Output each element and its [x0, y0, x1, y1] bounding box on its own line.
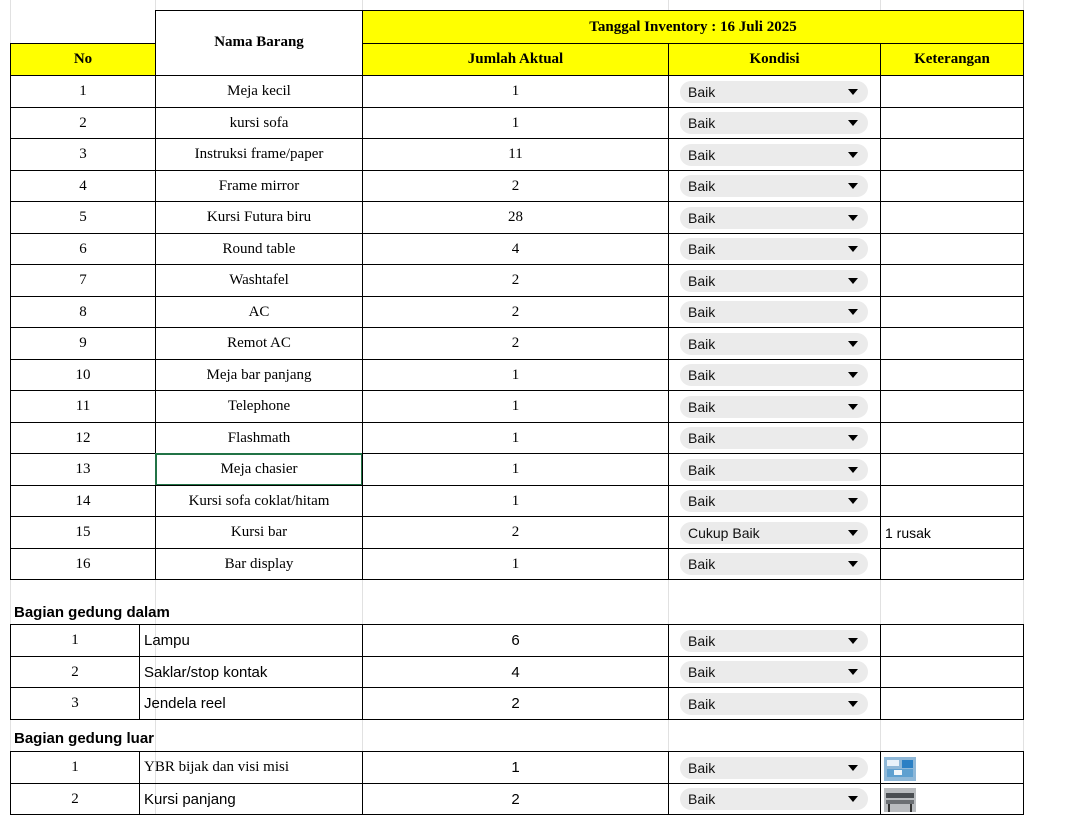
row-no[interactable]: 16 [10, 548, 156, 580]
row-nama-barang[interactable]: Kursi Futura biru [155, 201, 363, 234]
row-jumlah-aktual[interactable]: 1 [362, 75, 669, 108]
row-no[interactable]: 13 [10, 453, 156, 486]
row-jumlah-aktual[interactable]: 6 [362, 624, 669, 657]
row-jumlah-aktual[interactable]: 2 [362, 516, 669, 549]
dropdown-arrow-icon[interactable] [848, 246, 858, 252]
row-no[interactable]: 15 [10, 516, 156, 549]
row-no[interactable]: 1 [10, 751, 140, 784]
row-keterangan[interactable] [880, 296, 1024, 328]
row-jumlah-aktual[interactable]: 2 [362, 264, 669, 297]
kondisi-value: Baik [688, 304, 716, 320]
kondisi-value: Baik [688, 367, 716, 383]
row-nama-barang[interactable]: Meja bar panjang [155, 359, 363, 391]
row-nama-barang[interactable]: Remot AC [155, 327, 363, 360]
row-no[interactable]: 6 [10, 233, 156, 265]
header-tanggal-inventory[interactable]: Tanggal Inventory : 16 Juli 2025 [362, 10, 1024, 44]
row-no[interactable]: 9 [10, 327, 156, 360]
kondisi-value: Baik [688, 147, 716, 163]
kondisi-value: Baik [688, 399, 716, 415]
row-nama-barang[interactable]: Lampu [139, 624, 363, 657]
kondisi-value: Baik [688, 273, 716, 289]
row-nama-barang[interactable]: Meja chasier [155, 453, 363, 486]
row-keterangan[interactable] [880, 548, 1024, 580]
kondisi-dropdown[interactable] [680, 757, 868, 779]
kondisi-dropdown[interactable] [680, 112, 868, 134]
header-keterangan[interactable]: Keterangan [880, 43, 1024, 76]
dropdown-arrow-icon[interactable] [848, 89, 858, 95]
photo-thumbnail[interactable] [884, 788, 916, 812]
row-nama-barang[interactable]: Kursi sofa coklat/hitam [155, 485, 363, 517]
row-nama-barang[interactable]: Frame mirror [155, 170, 363, 202]
dropdown-arrow-icon[interactable] [848, 765, 858, 771]
dropdown-arrow-icon[interactable] [848, 341, 858, 347]
row-no[interactable]: 3 [10, 138, 156, 171]
dropdown-arrow-icon[interactable] [848, 404, 858, 410]
kondisi-dropdown[interactable] [680, 427, 868, 449]
row-keterangan[interactable] [880, 75, 1024, 108]
row-keterangan[interactable] [880, 687, 1024, 720]
dropdown-arrow-icon[interactable] [848, 435, 858, 441]
dropdown-arrow-icon[interactable] [848, 530, 858, 536]
row-no[interactable]: 2 [10, 656, 140, 688]
row-jumlah-aktual[interactable]: 1 [362, 548, 669, 580]
row-keterangan[interactable] [880, 264, 1024, 297]
row-nama-barang[interactable]: YBR bijak dan visi misi [139, 751, 363, 784]
row-keterangan[interactable] [880, 138, 1024, 171]
row-keterangan[interactable] [880, 453, 1024, 486]
kondisi-value: Baik [688, 210, 716, 226]
row-keterangan[interactable] [880, 107, 1024, 139]
kondisi-dropdown[interactable] [680, 364, 868, 386]
header-jumlah-aktual[interactable]: Jumlah Aktual [362, 43, 669, 76]
kondisi-value: Baik [688, 241, 716, 257]
kondisi-value: Baik [688, 336, 716, 352]
row-jumlah-aktual[interactable]: 4 [362, 233, 669, 265]
kondisi-dropdown[interactable] [680, 333, 868, 355]
row-no[interactable]: 8 [10, 296, 156, 328]
row-no[interactable]: 4 [10, 170, 156, 202]
row-no[interactable]: 7 [10, 264, 156, 297]
kondisi-dropdown[interactable] [680, 490, 868, 512]
row-keterangan[interactable] [880, 656, 1024, 688]
kondisi-value: Baik [688, 178, 716, 194]
dropdown-arrow-icon[interactable] [848, 152, 858, 158]
kondisi-value: Baik [688, 115, 716, 131]
kondisi-dropdown[interactable] [680, 144, 868, 166]
row-jumlah-aktual[interactable]: 2 [362, 327, 669, 360]
row-jumlah-aktual[interactable]: 28 [362, 201, 669, 234]
row-nama-barang[interactable]: Round table [155, 233, 363, 265]
row-jumlah-aktual[interactable]: 2 [362, 296, 669, 328]
row-nama-barang[interactable]: Flashmath [155, 422, 363, 454]
dropdown-arrow-icon[interactable] [848, 309, 858, 315]
row-no[interactable]: 5 [10, 201, 156, 234]
row-nama-barang[interactable]: Telephone [155, 390, 363, 423]
row-keterangan[interactable] [880, 485, 1024, 517]
kondisi-value: Baik [688, 664, 716, 680]
row-jumlah-aktual[interactable]: 1 [362, 359, 669, 391]
dropdown-arrow-icon[interactable] [848, 561, 858, 567]
row-no[interactable]: 14 [10, 485, 156, 517]
kondisi-value: Baik [688, 430, 716, 446]
row-no[interactable]: 1 [10, 75, 156, 108]
row-keterangan[interactable] [880, 422, 1024, 454]
row-jumlah-aktual[interactable]: 2 [362, 170, 669, 202]
row-jumlah-aktual[interactable]: 4 [362, 656, 669, 688]
kondisi-dropdown[interactable] [680, 301, 868, 323]
kondisi-dropdown[interactable] [680, 270, 868, 292]
row-no[interactable]: 2 [10, 783, 140, 815]
dropdown-arrow-icon[interactable] [848, 701, 858, 707]
dropdown-arrow-icon[interactable] [848, 467, 858, 473]
dropdown-arrow-icon[interactable] [848, 669, 858, 675]
row-jumlah-aktual[interactable]: 1 [362, 751, 669, 784]
row-jumlah-aktual[interactable]: 2 [362, 687, 669, 720]
row-jumlah-aktual[interactable]: 1 [362, 453, 669, 486]
kondisi-dropdown[interactable] [680, 175, 868, 197]
row-nama-barang[interactable]: Saklar/stop kontak [139, 656, 363, 688]
kondisi-dropdown[interactable] [680, 788, 868, 810]
row-nama-barang[interactable]: Meja kecil [155, 75, 363, 108]
kondisi-value: Cukup Baik [688, 525, 760, 541]
kondisi-dropdown[interactable] [680, 693, 868, 715]
kondisi-value: Baik [688, 84, 716, 100]
header-nama-barang[interactable]: Nama Barang [155, 10, 363, 76]
kondisi-dropdown[interactable] [680, 238, 868, 260]
section-title-dalam[interactable]: Bagian gedung dalam [14, 603, 170, 621]
kondisi-dropdown[interactable] [680, 630, 868, 652]
row-keterangan[interactable] [880, 624, 1024, 657]
dropdown-arrow-icon[interactable] [848, 638, 858, 644]
kondisi-dropdown[interactable] [680, 661, 868, 683]
row-jumlah-aktual[interactable]: 1 [362, 390, 669, 423]
dropdown-arrow-icon[interactable] [848, 498, 858, 504]
kondisi-value: Baik [688, 462, 716, 478]
kondisi-value: Baik [688, 791, 716, 807]
dropdown-arrow-icon[interactable] [848, 796, 858, 802]
dropdown-arrow-icon[interactable] [848, 215, 858, 221]
kondisi-value: Baik [688, 556, 716, 572]
row-jumlah-aktual[interactable]: 1 [362, 485, 669, 517]
row-no[interactable]: 2 [10, 107, 156, 139]
row-no[interactable]: 11 [10, 390, 156, 423]
row-nama-barang[interactable]: Bar display [155, 548, 363, 580]
row-jumlah-aktual[interactable]: 2 [362, 783, 669, 815]
photo-thumbnail[interactable] [884, 757, 916, 781]
row-no[interactable]: 3 [10, 687, 140, 720]
row-keterangan[interactable] [880, 359, 1024, 391]
row-nama-barang[interactable]: Jendela reel [139, 687, 363, 720]
header-no[interactable]: No [10, 43, 156, 76]
row-jumlah-aktual[interactable]: 1 [362, 422, 669, 454]
row-keterangan[interactable]: 1 rusak [880, 516, 1024, 549]
row-nama-barang[interactable]: kursi sofa [155, 107, 363, 139]
row-keterangan[interactable] [880, 233, 1024, 265]
row-keterangan[interactable] [880, 390, 1024, 423]
dropdown-arrow-icon[interactable] [848, 372, 858, 378]
kondisi-dropdown[interactable] [680, 207, 868, 229]
kondisi-dropdown[interactable] [680, 459, 868, 481]
row-nama-barang[interactable]: Kursi panjang [139, 783, 363, 815]
header-kondisi[interactable]: Kondisi [668, 43, 881, 76]
row-keterangan[interactable] [880, 201, 1024, 234]
kondisi-dropdown[interactable] [680, 396, 868, 418]
row-no[interactable]: 1 [10, 624, 140, 657]
row-jumlah-aktual[interactable]: 11 [362, 138, 669, 171]
row-keterangan[interactable] [880, 170, 1024, 202]
kondisi-value: Baik [688, 760, 716, 776]
dropdown-arrow-icon[interactable] [848, 120, 858, 126]
kondisi-value: Baik [688, 633, 716, 649]
kondisi-dropdown[interactable] [680, 553, 868, 575]
row-keterangan[interactable] [880, 327, 1024, 360]
section-title-luar[interactable]: Bagian gedung luar [14, 729, 155, 747]
row-nama-barang[interactable]: Instruksi frame/paper [155, 138, 363, 171]
row-nama-barang[interactable]: AC [155, 296, 363, 328]
kondisi-value: Baik [688, 696, 716, 712]
row-nama-barang[interactable]: Kursi bar [155, 516, 363, 549]
row-nama-barang[interactable]: Washtafel [155, 264, 363, 297]
kondisi-dropdown[interactable] [680, 522, 868, 544]
row-no[interactable]: 10 [10, 359, 156, 391]
kondisi-dropdown[interactable] [680, 81, 868, 103]
dropdown-arrow-icon[interactable] [848, 278, 858, 284]
dropdown-arrow-icon[interactable] [848, 183, 858, 189]
kondisi-value: Baik [688, 493, 716, 509]
row-jumlah-aktual[interactable]: 1 [362, 107, 669, 139]
row-no[interactable]: 12 [10, 422, 156, 454]
